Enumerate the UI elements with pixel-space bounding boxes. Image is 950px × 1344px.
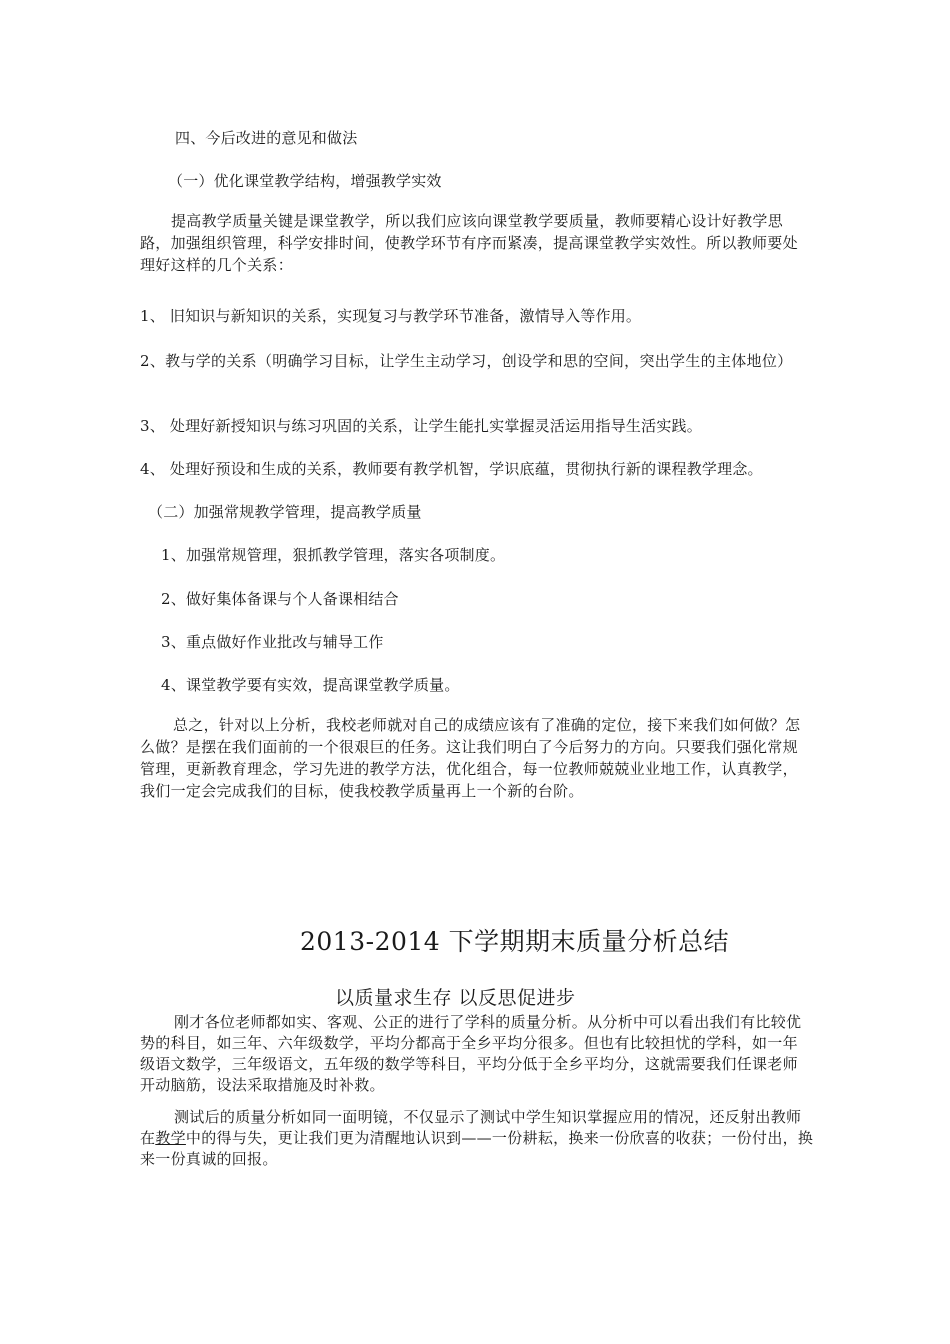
measure-item-3: 3、重点做好作业批改与辅导工作: [161, 633, 384, 651]
relation-item-4: 4、 处理好预设和生成的关系，教师要有教学机智，学识底蕴，贯彻执行新的课程教学理念。: [140, 460, 763, 478]
relation-item-1: 1、 旧知识与新知识的关系，实现复习与教学环节准备，激情导入等作用。: [140, 307, 642, 325]
conclusion-paragraph: 总之，针对以上分析，我校老师就对自己的成绩应该有了准确的定位，接下来我们如何做？怎么做？是摆在我们面前的一个很艰巨的任务。这让我们明白了今后努力的方向。只要我们强化常规管理，更新教育理念，学习先进的教学方法，优化组合，每一位教师兢兢业业地工作，认真教学，我们一定会完成我们的目标，使我校教学质量再上一个新的台阶。: [140, 716, 801, 800]
summary-paragraph-2: [140, 1107, 816, 1170]
measure-item-2: 2、做好集体备课与个人备课相结合: [161, 590, 399, 608]
subsection-heading-2: （二）加强常规教学管理，提高教学质量: [148, 503, 422, 521]
summary-paragraph-2-end: 中的得与失，更让我们更为清醒地认识到——一份耕耘，换来一份欣喜的收获；一份付出，换来一份真诚的回报。: [140, 1129, 814, 1168]
measure-item-4: 4、课堂教学要有实效，提高课堂教学质量。: [161, 676, 460, 694]
summary-paragraph-1: 刚才各位老师都如实、客观、公正的进行了学科的质量分析。从分析中可以看出我们有比较优势的科目，如三年、六年级数学，平均分都高于全乡平均分很多。但也有比较担忧的学科，如一年级语文数学，三年级语文，五年级的数学等科目，平均分低于全乡平均分，这就需要我们任课老师开动脑筋，设法采取措施及时补救。: [140, 1013, 802, 1094]
section-heading: 四、今后改进的意见和做法: [175, 129, 358, 147]
relation-item-3: 3、 处理好新授知识与练习巩固的关系，让学生能扎实掌握灵活运用指导生活实践。: [140, 417, 702, 435]
document-subtitle: 以质量求生存 以反思促进步: [335, 987, 576, 1009]
teaching-link[interactable]: 教学: [155, 1129, 186, 1147]
relation-item-2: 2、教与学的关系（明确学习目标，让学生主动学习，创设学和思的空间，突出学生的主体地位）: [140, 352, 793, 370]
intro-paragraph: 提高教学质量关键是课堂教学，所以我们应该向课堂教学要质量，教师要精心设计好教学思路，加强组织管理，科学安排时间，使教学环节有序而紧凑，提高课堂教学实效性。所以教师要处理好这样的几个关系：: [140, 212, 798, 274]
document-title: 2013-2014 下学期期末质量分析总结: [300, 927, 730, 956]
summary-paragraph-2-start: 测试后的质量分析如同一面明镜，不仅显示了测试中学生知识掌握应用的情况，还反射出教师在: [140, 1108, 802, 1147]
subsection-heading-1: （一）优化课堂教学结构，增强教学实效: [168, 172, 442, 190]
measure-item-1: 1、加强常规管理，狠抓教学管理，落实各项制度。: [161, 546, 506, 564]
